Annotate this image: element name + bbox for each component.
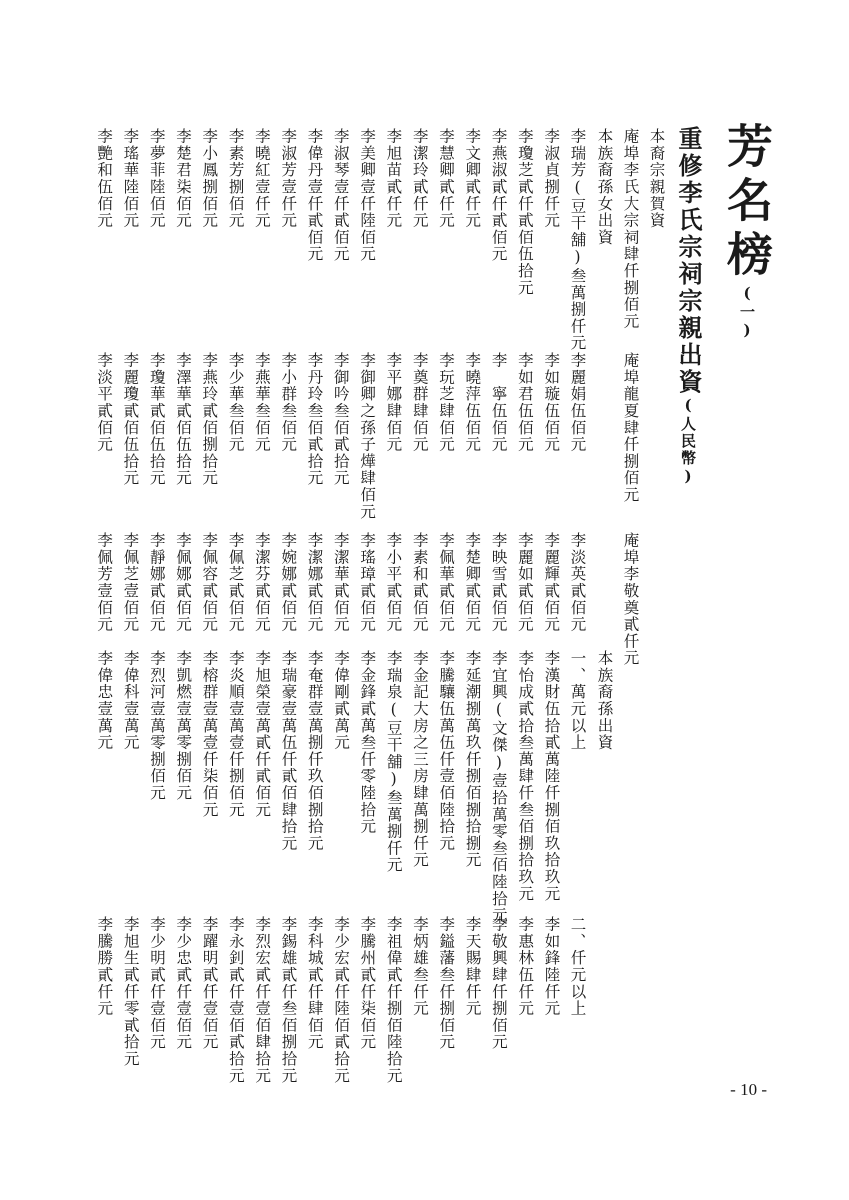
page-subtitle [674,126,703,487]
donor-entry: 李平娜肆佰元 [384,352,403,453]
heading-anbu-longxia: 庵埠龍夏肆仟捌佰元 [621,352,640,504]
heading-female-descendants: 本族裔孫女出資 [595,128,614,246]
donor-entry: 李奠群肆佰元 [410,352,429,453]
donor-entry: 李如君伍佰元 [515,352,534,453]
donor-entry: 李麗輝貳佰元 [542,532,561,633]
donor-entry: 李永釗貳仟壹佰貳拾元 [226,916,245,1084]
title-text: 芳名榜 [720,122,774,284]
donor-entry: 李宜興(文傑)壹拾萬零叁佰陸拾元 [489,650,508,924]
donor-entry: 李騰驤伍萬伍仟壹佰陸拾元 [437,650,456,852]
donor-entry: 李騰州貳仟柒佰元 [358,916,377,1051]
page-title [720,122,774,341]
donor-entry: 李淑琴壹仟貳佰元 [331,128,350,263]
subtitle-text: 重修李氏宗祠宗親出資 [674,126,703,396]
donor-entry: 李佩芝壹佰元 [121,532,140,633]
donor-entry: 李瑞豪壹萬伍仟貳佰肆拾元 [279,650,298,852]
donor-entry: 李燕華叁佰元 [252,352,271,453]
donor-entry: 李佩娜貳佰元 [174,532,192,633]
donor-entry: 李淑貞捌仟元 [542,128,561,229]
donor-entry: 李躍明貳仟壹佰元 [200,916,219,1051]
page-number: - 10 - [730,1080,767,1099]
donor-entry: 李烈河壹萬零捌佰元 [148,650,166,802]
donor-entry: 李淡平貳佰元 [95,352,114,453]
donor-entry: 李慧卿貳仟元 [437,128,455,229]
donor-entry: 李艷和伍佰元 [95,128,114,229]
donor-entry: 李騰勝貳仟元 [95,916,114,1017]
donor-entry: 李潔華貳佰元 [331,532,350,633]
donor-entry: 李金記大房之三房肆萬捌仟元 [411,650,429,869]
donor-entry: 李丹玲叁佰貳拾元 [305,352,324,487]
donor-entry: 李科城貳仟肆佰元 [305,916,324,1051]
donor-entry: 李天賜肆仟元 [463,916,482,1017]
donor-entry: 李奄群壹萬捌仟玖佰捌拾元 [305,650,324,852]
donor-entry: 李瑤璋貳佰元 [358,532,377,633]
donor-entry: 李怡成貳拾叁萬肆仟叁佰捌拾玖元 [516,650,535,902]
donor-entry: 李旭榮壹萬貳仟貳佰元 [253,650,272,818]
donor-entry: 李延潮捌萬玖仟捌佰捌拾捌元 [463,650,482,869]
donor-entry: 李潔娜貳佰元 [305,532,324,633]
heading-anbu-clan-hall: 庵埠李氏大宗祠肆仟捌佰元 [621,128,640,330]
donor-entry: 李瑤華陸佰元 [121,128,140,229]
donor-entry: 李麗如貳佰元 [515,532,534,633]
donor-entry: 李敬興肆仟捌佰元 [489,916,508,1051]
donor-entry: 李旭苗貳仟元 [384,128,403,229]
donor-entry: 李靜娜貳佰元 [147,532,166,633]
donor-entry: 李美卿壹仟陸佰元 [358,128,377,263]
donor-entry: 李鎰藩叁仟捌佰元 [437,916,456,1051]
heading-anbu-li-jingdian: 庵埠李敬奠貳仟元 [621,532,640,667]
donor-entry: 李漢財伍拾貳萬陸仟捌佰玖拾玖元 [542,650,561,902]
donor-entry: 李旭生貳仟零貳拾元 [121,916,140,1068]
donor-entry: 李偉科壹萬元 [121,650,140,751]
donor-entry: 李佩容貳佰元 [200,532,219,633]
donor-entry: 李文卿貳仟元 [463,128,482,229]
donor-entry: 李映雪貳佰元 [489,532,508,633]
donor-entry: 李祖偉貳仟捌佰陸拾元 [384,916,403,1084]
heading-relative-gifts: 本裔宗親賀資 [647,128,666,229]
donor-entry: 李小群叁佰元 [279,352,298,453]
donor-entry: 李凱燃壹萬零捌佰元 [174,650,193,802]
donor-entry: 李燕玲貳佰捌拾元 [200,352,219,487]
donor-entry: 李少明貳仟壹佰元 [148,916,166,1051]
donor-entry: 李錫雄貳仟叁佰捌拾元 [279,916,298,1084]
donor-entry: 李少華叁佰元 [226,352,245,453]
donor-entry: 李淑芳壹仟元 [279,128,298,229]
donor-entry: 李楚君柒佰元 [174,128,192,229]
donor-entry: 李瓊華貳佰伍拾元 [147,352,166,487]
donor-entry: 李瑞芳(豆干舖)叁萬捌仟元 [568,128,587,352]
donor-entry: 李夢菲陸佰元 [147,128,166,229]
donor-entry: 李榕群壹萬壹仟柒佰元 [200,650,219,818]
donor-entry: 李楚卿貳佰元 [463,532,482,633]
donor-entry: 李婉娜貳佰元 [279,532,298,633]
donor-entry: 李御吟叁佰貳拾元 [331,352,350,487]
donor-entry: 李惠林伍仟元 [516,916,535,1017]
section-heading-ten-thousand: 一、萬元以上 [568,650,587,751]
donor-entry: 李素芳捌佰元 [226,128,245,229]
donor-entry: 李素和貳佰元 [410,532,429,633]
donor-entry: 李如璇伍佰元 [542,352,561,453]
donor-entry: 李佩華貳佰元 [437,532,455,633]
donor-entry: 李金鋒貳萬叁仟零陸拾元 [358,650,377,835]
donor-entry: 李偉剛貳萬元 [332,650,351,751]
donor-entry: 李曉紅壹仟元 [252,128,271,229]
donor-entry: 李少宏貳仟陸佰貳拾元 [332,916,351,1084]
donor-entry: 李偉丹壹仟貳佰元 [305,128,324,263]
donor-entry: 李佩芝貳佰元 [226,532,245,633]
donor-entry: 李佩芳壹佰元 [95,532,114,633]
section-heading-thousand: 二、仟元以上 [568,916,587,1017]
donor-entry: 李瑞泉(豆干舖)叁萬捌仟元 [384,650,403,874]
donor-entry: 李麗娟伍佰元 [568,352,587,453]
donor-entry: 李小平貳佰元 [384,532,403,633]
donor-entry: 李御卿之孫子燁肆佰元 [358,352,377,520]
donor-entry: 李 寧伍佰元 [489,352,508,453]
donor-entry: 李潔芬貳佰元 [252,532,271,633]
heading-male-descendants: 本族裔孫出資 [595,650,614,751]
donor-entry: 李麗瓊貳佰伍拾元 [121,352,140,487]
donor-entry: 李偉忠壹萬元 [95,650,114,751]
donor-entry: 李淡英貳佰元 [568,532,587,633]
donor-entry: 李潔玲貳仟元 [410,128,429,229]
title-suffix: (一) [738,284,756,341]
donor-entry: 李瓊芝貳仟貳佰伍拾元 [515,128,534,296]
donor-entry: 李玩芝肆佰元 [437,352,455,453]
donor-entry: 李曉萍伍佰元 [463,352,482,453]
subtitle-suffix: (人民幣) [679,396,697,487]
donor-entry: 李燕淑貳仟貳佰元 [489,128,508,263]
donor-entry: 李澤華貳佰伍拾元 [174,352,192,487]
donor-entry: 李炎順壹萬壹仟捌佰元 [226,650,245,818]
donor-entry: 李小鳳捌佰元 [200,128,219,229]
donor-entry: 李烈宏貳仟壹佰肆拾元 [253,916,272,1084]
donor-entry: 李少忠貳仟壹佰元 [174,916,193,1051]
donor-entry: 李炳雄叁仟元 [411,916,429,1017]
donor-entry: 李如鋒陸仟元 [542,916,561,1017]
